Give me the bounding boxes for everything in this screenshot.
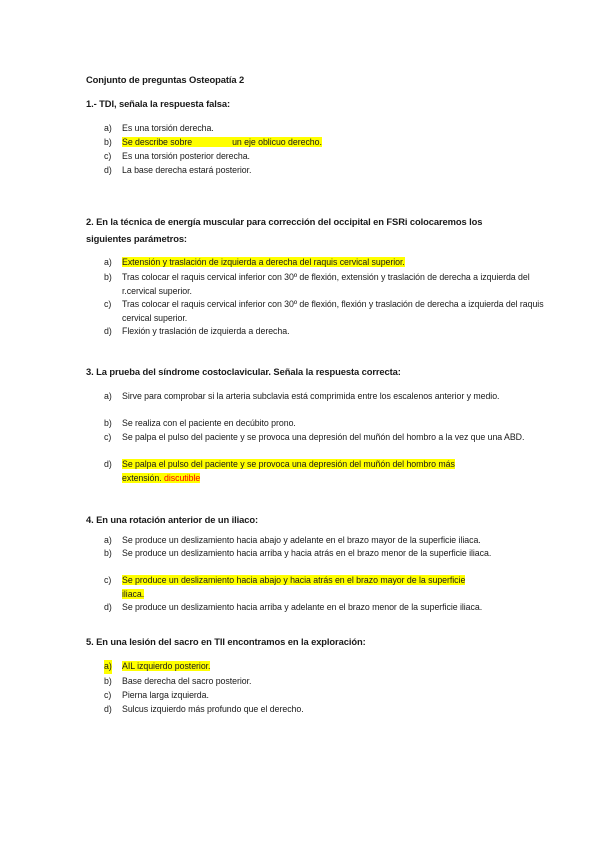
q3-option-b [104,417,544,431]
option-text: Extensión y traslación de izquierda a derecha del raquis cervical superior. [122,257,405,267]
q1-option-b [104,136,544,150]
option-text: Se realiza con el paciente en decúbito prono. [122,418,296,428]
option-letter: d) [104,704,112,714]
q2-option-a [104,256,544,270]
option-text-line2: extensión. [122,472,162,483]
option-letter: b) [104,137,112,147]
option-text: AIL izquierdo posterior. [122,661,211,671]
q3-option-a [104,390,544,404]
q2-option-b [104,271,544,298]
q1-option-a [104,122,544,136]
q5-option-b [104,675,544,689]
option-letter: a) [104,660,112,674]
q3-option-d [104,458,544,485]
question-1-title: 1.- TDI, señala la respuesta falsa: [86,98,230,109]
option-text: Sirve para comprobar si la arteria subclavia está comprimida entre los escalenos anterior y medio. [122,391,500,401]
option-letter: c) [104,575,112,585]
option-letter: b) [104,548,112,558]
option-text: Se palpa el pulso del paciente y se provoca una depresión del muñón del hombro a la vez que una ABD. [122,432,525,442]
option-text: La base derecha estará posterior. [122,165,252,175]
q4-option-a [104,534,544,548]
option-text-part1: Se describe sobre [122,137,193,147]
option-text: Pierna larga izquierda. [122,690,209,700]
option-text: Flexión y traslación de izquierda a derecha. [122,326,290,336]
option-letter: c) [104,299,112,309]
q1-option-d [104,164,544,178]
option-text-line1: Se palpa el pulso del paciente y se provoca una depresión del muñón del hombro más [122,459,455,469]
option-letter: a) [104,257,112,267]
q2-option-d [104,325,544,339]
option-text: Es una torsión posterior derecha. [122,151,250,161]
q1-option-c [104,150,544,164]
question-2-title-line1: 2. En la técnica de energía muscular para corrección del occipital en FSRi colocaremos los [86,216,483,227]
option-text: Se produce un deslizamiento hacia arriba y adelante en el brazo menor de la superficie iliaca. [122,602,483,612]
option-letter: b) [104,676,112,686]
option-text-part2: un eje oblicuo derecho. [232,137,322,147]
q2-option-c [104,298,544,325]
option-text: Es una torsión derecha. [122,123,214,133]
option-letter: d) [104,326,112,336]
q4-option-d [104,601,544,615]
discutible-note: discutible [164,472,201,483]
option-text: Sulcus izquierdo más profundo que el derecho. [122,704,304,714]
option-letter: a) [104,391,112,401]
option-text-line1: Se produce un deslizamiento hacia abajo y hacia atrás en el brazo mayor de la superficie [122,575,466,585]
option-letter: a) [104,535,112,545]
option-letter: c) [104,432,112,442]
option-letter: b) [104,272,112,282]
option-letter: d) [104,459,112,469]
q5-option-c [104,689,544,703]
option-letter: b) [104,418,112,428]
q5-option-a [104,660,544,674]
document-title: Conjunto de preguntas Osteopatía 2 [86,74,245,85]
option-letter: a) [104,123,112,133]
option-text: Base derecha del sacro posterior. [122,676,252,686]
option-text: Tras colocar el raquis cervical inferior con 30º de flexión, extensión y traslación de derecha a izquierda del r.cervical superior. [122,272,530,296]
question-5-title: 5. En una lesión del sacro en TII encontramos en la exploración: [86,636,366,647]
option-letter: d) [104,165,112,175]
q5-option-d [104,703,544,717]
question-4-title: 4. En una rotación anterior de un iliaco: [86,514,258,525]
option-letter: d) [104,602,112,612]
question-3-title: 3. La prueba del síndrome costoclavicular. Señala la respuesta correcta: [86,366,401,377]
option-letter: c) [104,151,112,161]
question-2-title-line2: siguientes parámetros: [86,233,187,244]
option-text: Se produce un deslizamiento hacia abajo y adelante en el brazo mayor de la superficie iliaca. [122,535,481,545]
option-letter: c) [104,690,112,700]
option-text: Se produce un deslizamiento hacia arriba y hacia atrás en el brazo menor de la superficie iliaca. [122,548,492,558]
question-2-title [86,213,546,247]
q4-option-b [104,547,544,561]
q3-option-c [104,431,544,445]
q4-option-c [104,574,544,601]
option-text: Tras colocar el raquis cervical inferior con 30º de flexión, flexión y traslación de derecha a izquierda del raquis cervical superior. [122,299,544,323]
option-text-line2: iliaca. [122,588,145,599]
